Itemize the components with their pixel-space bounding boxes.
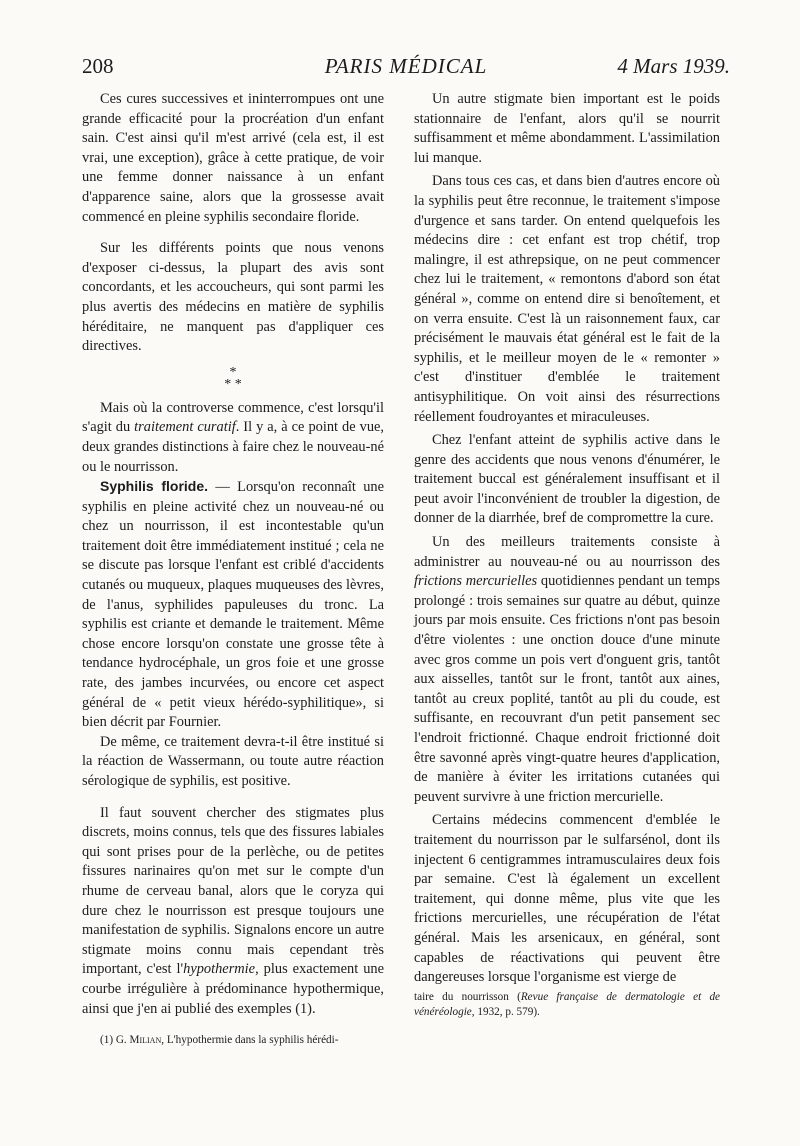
footnote-author: Milian [129, 1034, 162, 1047]
text: , plus exactement une courbe irrégulière à prédominance hypothermique, ainsi que j'en ai publié des exemples (1). [82, 961, 384, 1017]
asterism-top: * [229, 364, 237, 380]
paragraph [82, 804, 384, 1020]
page-header [82, 54, 730, 84]
paragraph [82, 477, 384, 733]
asterism-separator [82, 364, 384, 392]
paragraph [82, 399, 384, 477]
text: , 1932, p. 579). [471, 1005, 540, 1018]
page-number: 208 [82, 54, 114, 78]
footnote [82, 1033, 384, 1048]
emphasis: traitement curatif [134, 419, 236, 436]
paragraph: De même, ce traitement devra-t-il être institué si la réaction de Wassermann, ou toute autre réaction sérologique de syphilis, est positive. [82, 733, 384, 789]
issue-date: 4 Mars 1939. [617, 54, 730, 78]
text: . Il y a, à ce point de vue, deux grandes distinctions à faire chez le nouveau-né ou le nourrisson. [82, 419, 384, 475]
emphasis: hypothermie [183, 961, 256, 978]
text: (1) G. [100, 1034, 130, 1047]
paragraph: Sur les différents points que nous venons d'exposer ci-dessus, la plupart des avis sont concordants, et les accoucheurs, qui sont parmi les plus avertis des médecins en matière de syphilis héréditaire, ne manquent pas d'appliquer ces directives. [82, 240, 384, 355]
emphasis: Revue française de dermatologie et de vénéréologie [414, 990, 721, 1018]
paragraph: Un autre stigmate bien important est le poids stationnaire de l'enfant, alors qu'il se nourrit suffisamment et même abondamment. L'assimilation lui manque. [414, 91, 720, 166]
text: Mais où la controverse commence, c'est lorsqu'il s'agit du [82, 399, 384, 436]
text: Un des meilleurs traitements consiste à administrer au nouveau-né ou au nourrisson des [414, 534, 720, 570]
journal-title: PARIS MÉDICAL [324, 54, 488, 78]
asterism-bottom: * * [224, 376, 242, 392]
footnote-continuation [414, 990, 720, 1020]
emphasis: frictions mercurielles [414, 573, 538, 590]
paragraph: Dans tous ces cas, et dans bien d'autres encore où la syphilis peut être reconnue, le traitement s'impose d'urgence et sans tarder. On entend quelquefois les médecins dire : cet enfant est trop chétif, trop malingre, il est athrepsique, on ne peut commencer chez lui le traitement, « remontons d'abord son état général », comme on entend dire si benoîtement, et on verra ensuite. C'est là un raisonnement faux, car précisément le mauvais état général est le fait de la syphilis, et le meilleur moyen de le « remonter » c'est d'instituer d'emblée le traitement antisyphilitique. On voit ainsi des résurrections réellement foudroyantes et miraculeuses. [414, 173, 720, 425]
text: taire du nourrisson ( [414, 990, 521, 1003]
text: , L'hypothermie dans la syphilis hérédi- [161, 1034, 339, 1047]
paragraph: Certains médecins commencent d'emblée le traitement du nourrisson par le sulfarsénol, dont ils injectent 6 centigrammes intramusculaires deux fois par semaine. C'est là également un excellent traitement, qui donne même, plus vite que les frictions mercurielles, une récupération de l'état général. Mais les arsenicaux, en général, sont capables de réactivations qui peuvent être dangereuses lorsque l'organisme est vierge de [414, 812, 720, 986]
left-column [82, 90, 384, 1048]
paragraph: Chez l'enfant atteint de syphilis active dans le genre des accidents que nous venons d'énumérer, le traitement buccal est généralement insuffisant et il peut avoir l'inconvénient de troubler la digestion, de donner de la diarrhée, bref de compromettre la cure. [414, 432, 720, 527]
text: Il faut souvent chercher des stigmates plus discrets, moins connus, tels que des fissures labiales qui sont prises pour de la perlèche, ou de petites fissures narinaires qu'on met sur le compte d'un rhume de cerveau banal, alors que le coryza qui dure chez le nourrisson est presque toujours une manifestation de syphilis. Signalons encore un autre stigmate moins connu mais cependant très important, c'est l' [82, 804, 384, 978]
text: — Lorsqu'on reconnaît une syphilis en pleine activité chez un nouveau-né ou chez un nourrisson, il est incontestable qu'un traitement doit être immédiatement institué ; cela ne se discute pas lorsque l'enfant est criblé d'accidents cutanés ou muqueux, plaques muqueuses des lèvres, de l'anus, syphilides papuleuses du tronc. La syphilis est criante et demande le traitement. Même chose encore lorsqu'on constate une grosse tête à tendance hydrocéphale, un gros foie et une grosse rate, des jambes incurvées, ou encore cet aspect général de « petit vieux hérédo-syphilitique», si bien décrit par Fournier. [82, 479, 384, 731]
text: quotidiennes pendant un temps prolongé : trois semaines sur quatre au début, quinze jours par mois ensuite. Ces frictions n'ont pas besoin d'être violentes : une onction douce d'une minute avec gros comme un pois vert d'onguent gris, tantôt aux aisselles, tantôt sur le front, tantôt aux aines, tantôt au creux poplité, tantôt au pli du coude, est suffisante, en recouvrant d'un petit pansement sec l'endroit frictionné. Chaque endroit frictionné doit être savonné après vingt-quatre heures d'application, de manière à éviter les irritations cutanées qui peuvent survivre à une friction mercurielle. [414, 573, 720, 805]
paragraph: Ces cures successives et ininterrompues ont une grande efficacité pour la procréation d'un enfant sain. C'est ainsi qu'il m'est arrivé (cela est, il est vrai, une exception), grâce à cette pratique, de voir une femme donner naissance à un enfant d'apparence saine, alors que la grossesse avait commencé en pleine syphilis secondaire floride. [82, 91, 384, 225]
section-heading: Syphilis floride. [100, 478, 209, 495]
paragraph [414, 533, 720, 807]
right-column [414, 90, 720, 1020]
